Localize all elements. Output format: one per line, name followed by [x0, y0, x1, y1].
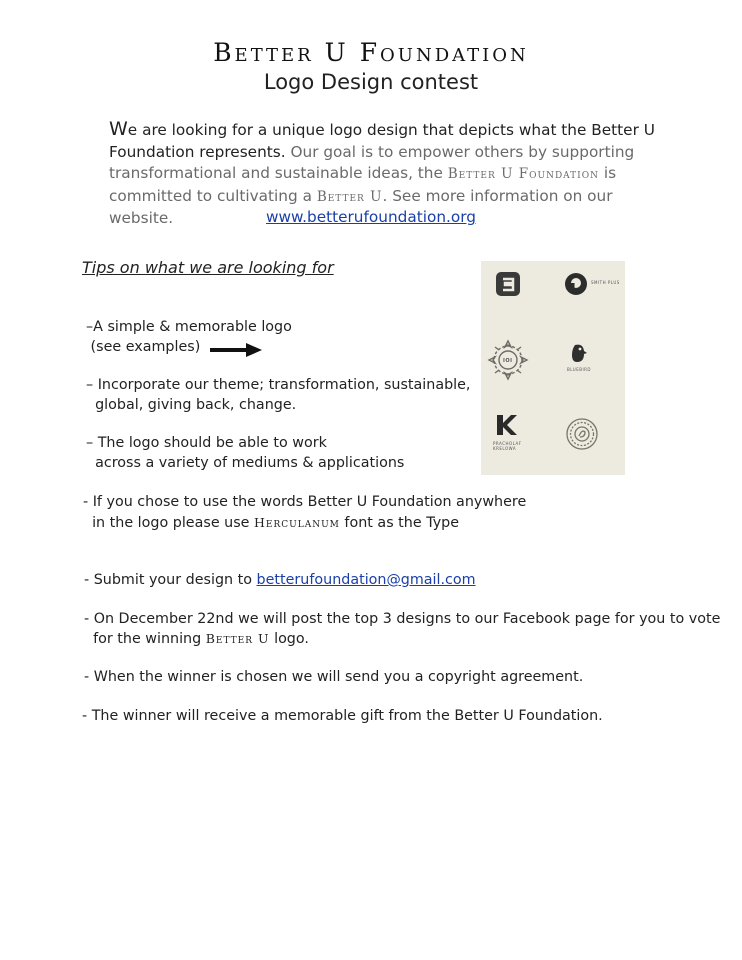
logo-s-icon [495, 271, 521, 301]
gift-line: - The winner will receive a memorable gift from the Better U Foundation. [82, 708, 603, 724]
vote-line2a: for the winning [84, 631, 206, 647]
logo-p-caption: SMITH PLUS [591, 280, 620, 285]
intro-text-1: e are looking for a unique logo design that depicts what the Better U Foundation represents. [109, 121, 655, 161]
tip-mediums [86, 434, 404, 473]
intro-text-4: . See more information on our website. [109, 186, 613, 227]
logo-k-caption-1: PRACHOLAF [493, 441, 522, 446]
tips-heading: Tips on what we are looking for [82, 258, 334, 277]
example-logos-image [481, 261, 625, 475]
tip-simple-logo-line1: –A simple & memorable logo [86, 319, 292, 335]
intro-org-name: Better U Foundation [447, 166, 599, 182]
vote-line [84, 609, 720, 649]
tip-theme [86, 376, 470, 415]
page-title: Better U Foundation [213, 38, 529, 67]
page-subtitle: Logo Design contest [263, 70, 479, 94]
logo-k-icon [495, 413, 517, 441]
vote-brand-name: Better U [205, 631, 270, 646]
logo-bird-caption: BLUEBIRD [567, 367, 592, 372]
right-arrow-icon [210, 342, 262, 361]
tip-theme-line1: – Incorporate our theme; transformation, sustainable, [86, 377, 471, 393]
logo-seal-icon [565, 417, 599, 455]
tip-font [83, 493, 526, 533]
logo-k-caption-2: KRELOWA [493, 446, 517, 451]
submit-line [84, 570, 476, 590]
tip-font-line2b: font as the Type [339, 514, 460, 531]
copyright-line: - When the winner is chosen we will send you a copyright agreement. [84, 669, 584, 685]
intro-initial: W [109, 118, 128, 140]
website-link[interactable]: www.betterufoundation.org [266, 208, 476, 226]
tip-mediums-line2: across a variety of mediums & applications [86, 454, 405, 471]
intro-short-name: Better U [316, 188, 383, 205]
logo-bird-icon [569, 341, 589, 369]
logo-ornament-caption: IOI [503, 358, 513, 364]
vote-line1: - On December 22nd we will post the top 3 designs to our Facebook page for you to vote [84, 611, 721, 627]
intro-text-2: Our goal is to empower others by supporting transformational and sustainable ideas, the [109, 142, 635, 182]
tip-font-name: Herculanum [254, 514, 340, 530]
tip-theme-line2: global, giving back, change. [86, 396, 297, 413]
tip-font-line1: - If you chose to use the words Better U Foundation anywhere [83, 494, 527, 510]
submit-prefix: - Submit your design to [84, 572, 257, 588]
tip-font-line2a: in the logo please use [83, 514, 255, 531]
tip-simple-logo-line2: (see examples) [86, 338, 201, 355]
email-link[interactable]: betterufoundation@gmail.com [256, 572, 476, 588]
website-line [0, 208, 742, 226]
logo-p-icon [563, 271, 589, 301]
intro-text-3: is committed to cultivating a [109, 164, 617, 205]
vote-line2b: logo. [269, 631, 309, 647]
tip-mediums-line1: – The logo should be able to work [86, 435, 327, 451]
